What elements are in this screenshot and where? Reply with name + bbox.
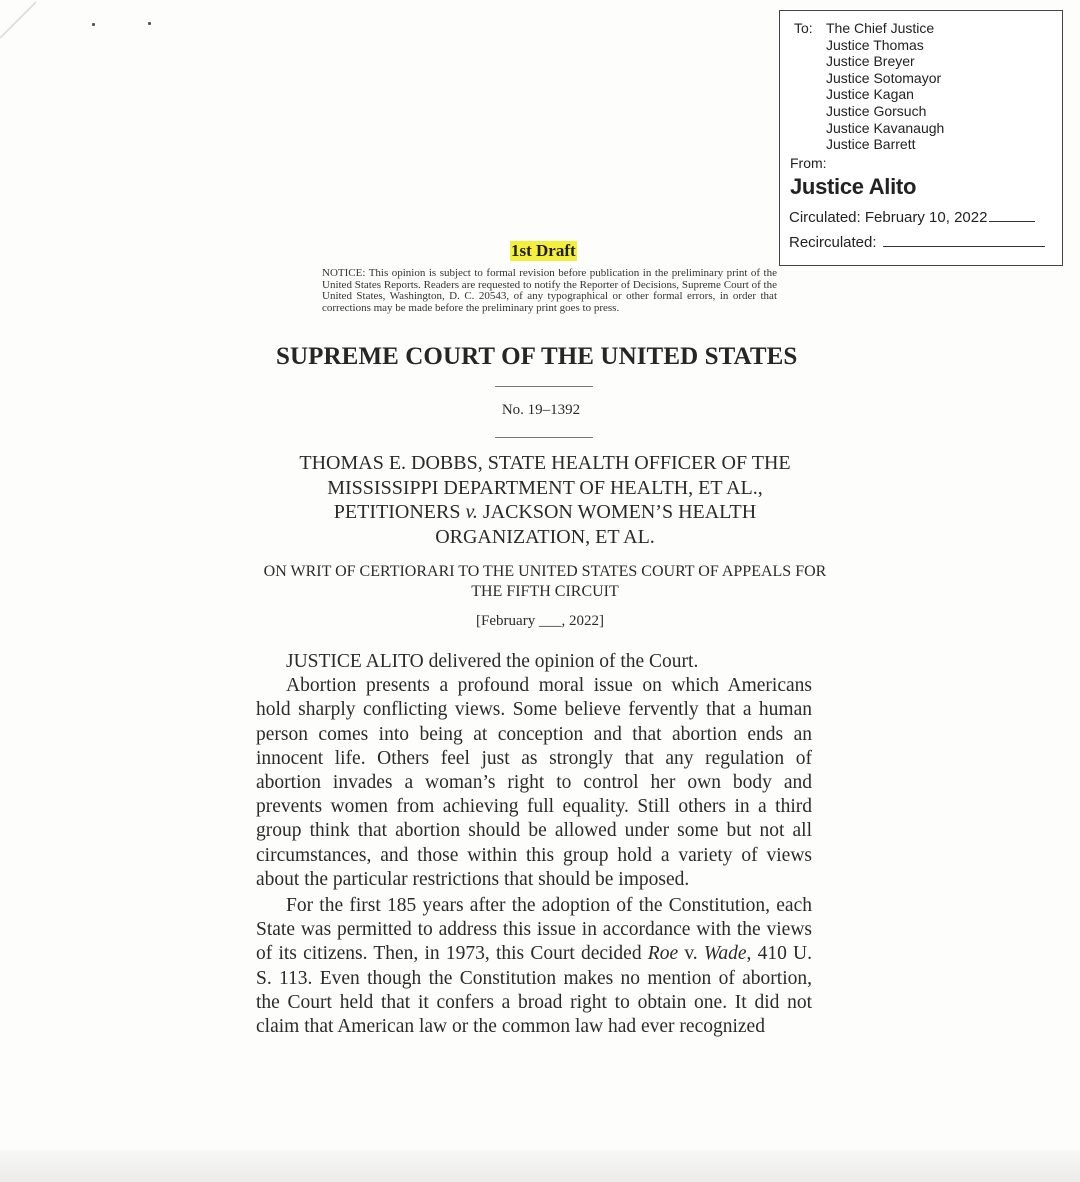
case-versus: v. — [678, 943, 704, 965]
caption-part: JACKSON WOMEN’S HEALTH ORGANIZATION, — [435, 501, 757, 548]
paragraph-text: , 410 U. S. 113. Even though the Constitution makes no mention of abortion, the Court held that it confers a broad right to obtain one. It did not claim that American law or the common law had ever recognized — [256, 943, 812, 1038]
opinion-body — [256, 650, 812, 1039]
scan-speck — [92, 23, 95, 26]
routing-box — [779, 10, 1063, 266]
docket-number: No. 19–1392 — [501, 402, 581, 418]
recipient-item: Justice Kavanaugh — [826, 119, 945, 136]
recipient-item: Justice Thomas — [826, 36, 924, 53]
opinion-intro — [256, 650, 812, 674]
divider — [495, 437, 593, 438]
recirculated-row — [789, 234, 1045, 251]
case-name: Roe — [647, 943, 679, 965]
opinion-author: JUSTICE ALITO — [286, 651, 424, 672]
notice-text: NOTICE: This opinion is subject to formal revision before publication in the preliminary print of the United States Reports. Readers are requested to notify the Reporter of Decisions, Supreme Court of the United States, Washington, D. C. 20543, of any typographical or other formal errors, in order that corrections may be made before the preliminary print goes to press. — [322, 267, 777, 314]
from-name: Justice Alito — [790, 174, 917, 199]
case-name: Wade — [703, 943, 747, 965]
decision-date: [February ___, 2022] — [476, 613, 604, 629]
court-name: SUPREME COURT OF THE UNITED STATES — [276, 343, 798, 370]
case-caption — [270, 451, 820, 549]
writ-text: ON WRIT OF CERTIORARI TO THE UNITED STATES COURT OF APPEALS FOR THE FIFTH CIRCUIT — [263, 563, 827, 600]
caption-et-al: ET AL. — [595, 525, 655, 548]
recipient-item: Justice Breyer — [826, 53, 915, 70]
recipient-list — [826, 20, 944, 153]
caption-versus: v. — [465, 501, 478, 523]
recipient-item: Justice Sotomayor — [826, 69, 942, 86]
divider — [495, 386, 593, 387]
caption-part: , PETITIONERS — [333, 476, 763, 523]
page-bottom-shadow — [0, 1150, 1080, 1182]
recirculated-label: Recirculated: — [789, 234, 877, 251]
to-label: To: — [794, 20, 813, 36]
opinion-paragraph — [256, 894, 812, 1039]
recipient-item: The Chief Justice — [826, 20, 935, 36]
paragraph-text: For the first 185 years after the adoption of the Constitution, each State was permitted to address this issue in accordance with the views of its citizens. Then, in 1973, this Court decided — [256, 895, 812, 965]
page-corner-fold-icon — [0, 0, 40, 40]
recirculated-blank-line — [883, 245, 1045, 247]
circulated-label: Circulated: February 10, 2022 — [789, 209, 988, 226]
recipient-item: Justice Kagan — [826, 86, 914, 103]
recipient-item: Justice Gorsuch — [826, 102, 927, 119]
from-label: From: — [790, 155, 827, 171]
recipient-item: Justice Barrett — [826, 136, 916, 153]
opinion-author-tail: delivered the opinion of the Court. — [423, 651, 699, 672]
draft-label: 1st Draft — [511, 241, 576, 260]
caption-et-al: ET AL. — [698, 476, 758, 499]
circulated-blank-line — [989, 220, 1035, 222]
opinion-paragraph: Abortion presents a profound moral issue on which Americans hold sharply conflicting views. Some believe fervently that a human person comes into being at conception and that abortion ends an innocent life. Others feel just as strongly that any regulation of abortion invades a woman’s right to control her own body and prevents women from achieving full equality. Still others in a third group think that abortion should be allowed under some but not all circumstances, and those within this group hold a variety of views about the particular restrictions that should be imposed. — [256, 675, 812, 890]
circulated-row — [789, 209, 1035, 226]
scan-speck — [148, 22, 151, 25]
caption-part: THOMAS E. DOBBS, STATE HEALTH OFFICER OF THE MISSISSIPPI DEPARTMENT OF HEALTH, — [299, 452, 791, 499]
